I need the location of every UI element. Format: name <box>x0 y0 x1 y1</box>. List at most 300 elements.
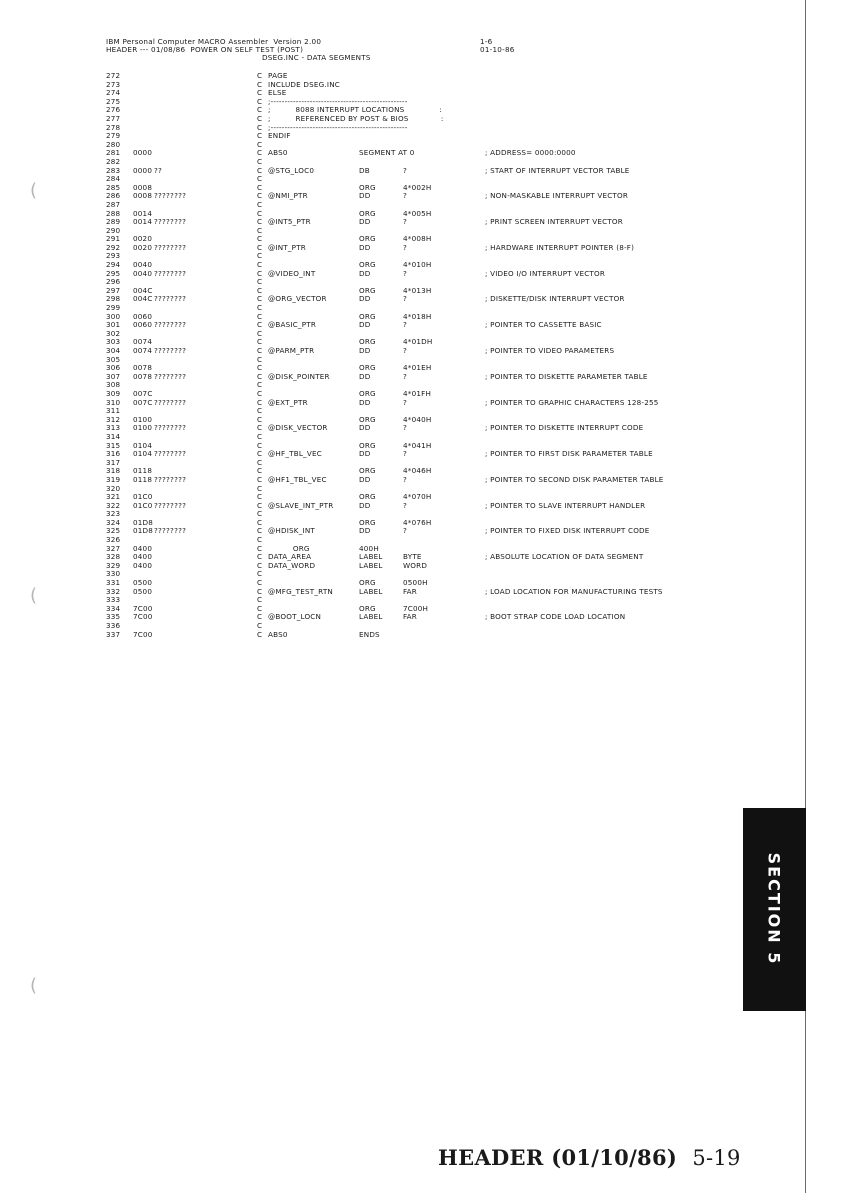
operand: FAR <box>403 612 417 622</box>
listing-row <box>106 373 746 382</box>
label: PAGE <box>268 71 288 80</box>
comment: ; POINTER TO FIXED DISK INTERRUPT CODE <box>485 526 650 536</box>
address: 0020 <box>133 242 153 252</box>
object-code: ???????? <box>154 423 187 433</box>
listing-row <box>106 605 746 614</box>
listing-row <box>106 261 746 270</box>
operand: 7C00H <box>403 603 429 613</box>
line-number: 286 <box>106 191 121 201</box>
include-flag: C <box>257 182 263 192</box>
label: @NMI_PTR <box>268 191 308 201</box>
line-number: 299 <box>106 303 121 313</box>
include-flag: C <box>257 586 263 596</box>
operation: DD <box>359 526 371 536</box>
operand: ? <box>403 371 408 381</box>
operand: ? <box>403 526 408 536</box>
operation: DD <box>359 320 371 330</box>
line-number: 322 <box>106 500 121 510</box>
label: @HF1_TBL_VEC <box>268 474 327 484</box>
include-flag: C <box>257 337 263 347</box>
listing-row <box>106 313 746 322</box>
listing-row <box>106 493 746 502</box>
object-code: ???????? <box>154 449 187 459</box>
address: 0500 <box>133 578 153 588</box>
listing-row <box>106 631 746 640</box>
comment: ; VIDEO I/O INTERRUPT VECTOR <box>485 268 606 278</box>
listing-row <box>106 218 746 227</box>
header-line-3: DSEG.INC - DATA SEGMENTS <box>262 53 371 62</box>
line-number: 313 <box>106 423 121 433</box>
line-number: 284 <box>106 174 121 184</box>
include-flag: C <box>257 260 263 270</box>
object-code: ???????? <box>154 242 187 252</box>
footer <box>438 1145 741 1170</box>
listing-row <box>106 338 746 347</box>
line-number: 281 <box>106 148 121 158</box>
listing-row <box>106 364 746 373</box>
line-number: 327 <box>106 543 121 553</box>
label: ABS0 <box>268 148 288 158</box>
include-flag: C <box>257 311 263 321</box>
listing-row <box>106 72 746 81</box>
include-flag: C <box>257 346 263 355</box>
label: @VIDEO_INT <box>268 268 316 278</box>
comment: ; NON-MASKABLE INTERRUPT VECTOR <box>485 191 629 201</box>
include-flag: C <box>257 354 263 364</box>
line-number: 310 <box>106 397 121 407</box>
label: @HF_TBL_VEC <box>268 449 322 459</box>
address: 0400 <box>133 552 153 562</box>
line-number: 291 <box>106 234 121 244</box>
label: @DISK_VECTOR <box>268 423 328 433</box>
label: @INT5_PTR <box>268 217 311 227</box>
line-number: 301 <box>106 320 121 330</box>
label: @HDISK_INT <box>268 526 316 536</box>
include-flag: C <box>257 595 263 605</box>
include-flag: C <box>257 174 263 184</box>
include-flag: C <box>257 234 263 244</box>
object-code: ???????? <box>154 397 187 407</box>
include-flag: C <box>257 199 263 209</box>
operation: ORG <box>359 208 376 218</box>
comment: ; POINTER TO CASSETTE BASIC <box>485 320 602 330</box>
operand: 4*01EH <box>403 363 432 373</box>
line-number: 285 <box>106 182 121 192</box>
address: 007C <box>133 388 153 398</box>
operand: ? <box>403 242 408 252</box>
label: @ORG_VECTOR <box>268 294 327 304</box>
line-number: 272 <box>106 71 121 80</box>
operation: ORG <box>359 603 376 613</box>
include-flag: C <box>257 457 263 467</box>
object-code: ???????? <box>154 294 187 304</box>
line-number: 318 <box>106 466 121 476</box>
include-flag: C <box>257 406 263 416</box>
line-number: 309 <box>106 388 121 398</box>
include-flag: C <box>257 449 263 459</box>
include-flag: C <box>257 569 263 579</box>
include-flag: C <box>257 320 263 330</box>
include-flag: C <box>257 414 263 424</box>
object-code: ???????? <box>154 191 187 201</box>
operand: 4*070H <box>403 492 432 502</box>
comment: ; DISKETTE/DISK INTERRUPT VECTOR <box>485 294 625 304</box>
address: 01D8 <box>133 517 154 527</box>
address: 0040 <box>133 260 153 270</box>
line-number: 320 <box>106 483 121 493</box>
include-flag: C <box>257 371 263 381</box>
include-flag: C <box>257 208 263 218</box>
listing-row <box>106 89 746 98</box>
operation: LABEL <box>359 612 383 622</box>
include-flag: C <box>257 543 263 553</box>
comment: ; START OF INTERRUPT VECTOR TABLE <box>485 165 630 175</box>
include-flag: C <box>257 629 263 639</box>
operation: LABEL <box>359 586 383 596</box>
footer-page-number: 5-19 <box>692 1146 741 1170</box>
line-number: 305 <box>106 354 121 364</box>
line-number: 276 <box>106 105 121 115</box>
address: 0118 <box>133 466 153 476</box>
label: @STG_LOC0 <box>268 165 315 175</box>
comment: ; POINTER TO SLAVE INTERRUPT HANDLER <box>485 500 646 510</box>
operation: ORG <box>359 466 376 476</box>
operand: 4*010H <box>403 260 432 270</box>
line-number: 292 <box>106 242 121 252</box>
label: DATA_AREA <box>268 552 312 562</box>
comment: ; BOOT STRAP CODE LOAD LOCATION <box>485 612 626 622</box>
comment: ; PRINT SCREEN INTERRUPT VECTOR <box>485 217 623 227</box>
include-flag: C <box>257 277 263 287</box>
operation: ORG <box>359 440 376 450</box>
operand: 4*076H <box>403 517 432 527</box>
operation: DD <box>359 474 371 484</box>
include-flag: C <box>257 122 263 132</box>
line-number: 275 <box>106 96 121 106</box>
include-flag: C <box>257 526 263 536</box>
operand: 4*018H <box>403 311 432 321</box>
operand: ? <box>403 346 408 355</box>
line-number: 296 <box>106 277 121 287</box>
line-number: 325 <box>106 526 121 536</box>
operation: DD <box>359 242 371 252</box>
line-number: 328 <box>106 552 121 562</box>
operand: ? <box>403 268 408 278</box>
label: @BASIC_PTR <box>268 320 317 330</box>
include-flag: C <box>257 225 263 235</box>
operand: 4*046H <box>403 466 432 476</box>
include-flag: C <box>257 500 263 510</box>
operand: ? <box>403 217 408 227</box>
object-code: ???????? <box>154 371 187 381</box>
operation: DD <box>359 191 371 201</box>
line-number: 321 <box>106 492 121 502</box>
address: 0020 <box>133 234 153 244</box>
address: 004C <box>133 285 153 295</box>
line-number: 314 <box>106 431 121 441</box>
operand: 4*008H <box>403 234 432 244</box>
include-flag: C <box>257 397 263 407</box>
operation: LABEL <box>359 560 383 570</box>
address: 0100 <box>133 414 153 424</box>
include-flag: C <box>257 105 263 115</box>
line-number: 317 <box>106 457 121 467</box>
line-number: 324 <box>106 517 121 527</box>
listing-row <box>106 210 746 219</box>
include-flag: C <box>257 380 263 390</box>
listing-row <box>106 416 746 425</box>
include-flag: C <box>257 285 263 295</box>
line-number: 300 <box>106 311 121 321</box>
line-number: 287 <box>106 199 121 209</box>
include-flag: C <box>257 268 263 278</box>
include-flag: C <box>257 242 263 252</box>
label: @BOOT_LOCN <box>268 612 322 622</box>
line-number: 306 <box>106 363 121 373</box>
line-number: 290 <box>106 225 121 235</box>
include-flag: C <box>257 431 263 441</box>
label: ENDIF <box>268 131 291 141</box>
operation: ORG <box>359 492 376 502</box>
include-flag: C <box>257 621 263 630</box>
operand: 4*040H <box>403 414 432 424</box>
line-number: 311 <box>106 406 121 416</box>
operation: ORG <box>359 363 376 373</box>
listing-row <box>106 545 746 554</box>
line-number: 280 <box>106 139 121 149</box>
operand: ? <box>403 165 408 175</box>
include-flag: C <box>257 483 263 493</box>
include-flag: C <box>257 578 263 588</box>
object-code: ???????? <box>154 268 187 278</box>
line-number: 289 <box>106 217 121 227</box>
line-number: 303 <box>106 337 121 347</box>
listing-row <box>106 536 746 545</box>
label: ;------------------------------------------------- <box>268 96 408 106</box>
operand: BYTE <box>403 552 422 562</box>
operation: ENDS <box>359 629 380 639</box>
address: 0074 <box>133 337 153 347</box>
comment: ; POINTER TO SECOND DISK PARAMETER TABLE <box>485 474 664 484</box>
listing-row <box>106 347 746 356</box>
listing-row <box>106 295 746 304</box>
operation: ORG <box>359 414 376 424</box>
address: 7C00 <box>133 629 153 639</box>
scan-mark-3: ( <box>30 975 38 996</box>
label: ORG <box>268 543 310 553</box>
label: ;------------------------------------------------- <box>268 122 408 132</box>
line-number: 277 <box>106 113 121 123</box>
header-page-ref: 1-6 <box>480 37 493 46</box>
operation: SEGMENT AT 0 <box>359 148 415 158</box>
address: 01C0 <box>133 500 153 510</box>
label: @SLAVE_INT_PTR <box>268 500 334 510</box>
include-flag: C <box>257 603 263 613</box>
operation: DD <box>359 346 371 355</box>
listing-row <box>106 149 746 158</box>
operation: ORG <box>359 234 376 244</box>
line-number: 315 <box>106 440 121 450</box>
include-flag: C <box>257 509 263 519</box>
listing-row <box>106 399 746 408</box>
include-flag: C <box>257 251 263 261</box>
address: 0000 <box>133 165 153 175</box>
line-number: 308 <box>106 380 121 390</box>
comment: ; POINTER TO GRAPHIC CHARACTERS 128-255 <box>485 397 659 407</box>
address: 0400 <box>133 543 153 553</box>
address: 0078 <box>133 371 153 381</box>
comment: ; POINTER TO DISKETTE INTERRUPT CODE <box>485 423 644 433</box>
operation: DD <box>359 449 371 459</box>
listing-row <box>106 476 746 485</box>
label: ; REFERENCED BY POST & BIOS : <box>268 113 444 123</box>
listing-row <box>106 562 746 571</box>
operand: 4*002H <box>403 182 432 192</box>
line-number: 316 <box>106 449 121 459</box>
include-flag: C <box>257 440 263 450</box>
operand: ? <box>403 474 408 484</box>
line-number: 336 <box>106 621 121 630</box>
include-flag: C <box>257 113 263 123</box>
operand: ? <box>403 397 408 407</box>
include-flag: C <box>257 552 263 562</box>
operation: ORG <box>359 337 376 347</box>
include-flag: C <box>257 612 263 622</box>
operand: ? <box>403 423 408 433</box>
object-code: ???????? <box>154 474 187 484</box>
include-flag: C <box>257 363 263 373</box>
comment: ; LOAD LOCATION FOR MANUFACTURING TESTS <box>485 586 663 596</box>
address: 7C00 <box>133 612 153 622</box>
line-number: 332 <box>106 586 121 596</box>
line-number: 279 <box>106 131 121 141</box>
line-number: 329 <box>106 560 121 570</box>
object-code: ???????? <box>154 500 187 510</box>
line-number: 333 <box>106 595 121 605</box>
operation: DD <box>359 294 371 304</box>
line-number: 304 <box>106 346 121 355</box>
line-number: 288 <box>106 208 121 218</box>
label: @PARM_PTR <box>268 346 315 355</box>
label: DATA_WORD <box>268 560 316 570</box>
line-number: 312 <box>106 414 121 424</box>
operation: DD <box>359 371 371 381</box>
header-date: 01-10-86 <box>480 45 515 54</box>
operation: ORG <box>359 517 376 527</box>
footer-title: HEADER (01/10/86) <box>438 1145 678 1170</box>
listing-row <box>106 287 746 296</box>
listing-row <box>106 81 746 90</box>
include-flag: C <box>257 303 263 313</box>
listing-row <box>106 270 746 279</box>
section-tab-label: SECTION 5 <box>764 852 784 966</box>
label: ABS0 <box>268 629 288 639</box>
label: ELSE <box>268 88 287 98</box>
include-flag: C <box>257 139 263 149</box>
operation: LABEL <box>359 552 383 562</box>
object-code: ???????? <box>154 217 187 227</box>
line-number: 298 <box>106 294 121 304</box>
address: 0008 <box>133 182 153 192</box>
label: @INT_PTR <box>268 242 306 252</box>
operation: ORG <box>359 578 376 588</box>
label: @EXT_PTR <box>268 397 308 407</box>
operand: ? <box>403 320 408 330</box>
include-flag: C <box>257 217 263 227</box>
label: INCLUDE DSEG.INC <box>268 79 340 89</box>
operand: 4*005H <box>403 208 432 218</box>
line-number: 278 <box>106 122 121 132</box>
listing-row <box>106 141 746 150</box>
label: @MFG_TEST_RTN <box>268 586 334 596</box>
operand: WORD <box>403 560 428 570</box>
comment: ; POINTER TO FIRST DISK PARAMETER TABLE <box>485 449 653 459</box>
address: 004C <box>133 294 153 304</box>
line-number: 293 <box>106 251 121 261</box>
include-flag: C <box>257 88 263 98</box>
line-number: 334 <box>106 603 121 613</box>
page-edge <box>805 0 806 1193</box>
operand: ? <box>403 449 408 459</box>
listing-row <box>106 235 746 244</box>
operand: 4*013H <box>403 285 432 295</box>
listing-row <box>106 321 746 330</box>
include-flag: C <box>257 79 263 89</box>
line-number: 319 <box>106 474 121 484</box>
operand: 4*01FH <box>403 388 432 398</box>
include-flag: C <box>257 328 263 338</box>
line-number: 323 <box>106 509 121 519</box>
address: 0078 <box>133 363 153 373</box>
include-flag: C <box>257 492 263 502</box>
line-number: 330 <box>106 569 121 579</box>
header-line-1: IBM Personal Computer MACRO Assembler Version 2.00 <box>106 37 322 46</box>
include-flag: C <box>257 517 263 527</box>
operation: ORG <box>359 388 376 398</box>
operation: ORG <box>359 182 376 192</box>
comment: ; HARDWARE INTERRUPT POINTER (8-F) <box>485 242 635 252</box>
comment: ; ABSOLUTE LOCATION OF DATA SEGMENT <box>485 552 644 562</box>
object-code: ???????? <box>154 526 187 536</box>
operand: 4*01DH <box>403 337 433 347</box>
listing-row <box>106 450 746 459</box>
listing-row <box>106 527 746 536</box>
operand: ? <box>403 191 408 201</box>
object-code: ???????? <box>154 320 187 330</box>
include-flag: C <box>257 148 263 158</box>
address: 0060 <box>133 320 153 330</box>
operand: 4*041H <box>403 440 432 450</box>
address: 01C0 <box>133 492 153 502</box>
operand: ? <box>403 294 408 304</box>
listing-row <box>106 502 746 511</box>
line-number: 283 <box>106 165 121 175</box>
listing-row <box>106 192 746 201</box>
address: 0100 <box>133 423 153 433</box>
address: 01D8 <box>133 526 154 536</box>
listing-row <box>106 124 746 133</box>
section-tab <box>743 808 806 1011</box>
comment: ; POINTER TO VIDEO PARAMETERS <box>485 346 615 355</box>
address: 0060 <box>133 311 153 321</box>
include-flag: C <box>257 191 263 201</box>
operation: DB <box>359 165 370 175</box>
line-number: 295 <box>106 268 121 278</box>
address: 0104 <box>133 440 153 450</box>
operand: ? <box>403 500 408 510</box>
line-number: 273 <box>106 79 121 89</box>
listing-row <box>106 588 746 597</box>
